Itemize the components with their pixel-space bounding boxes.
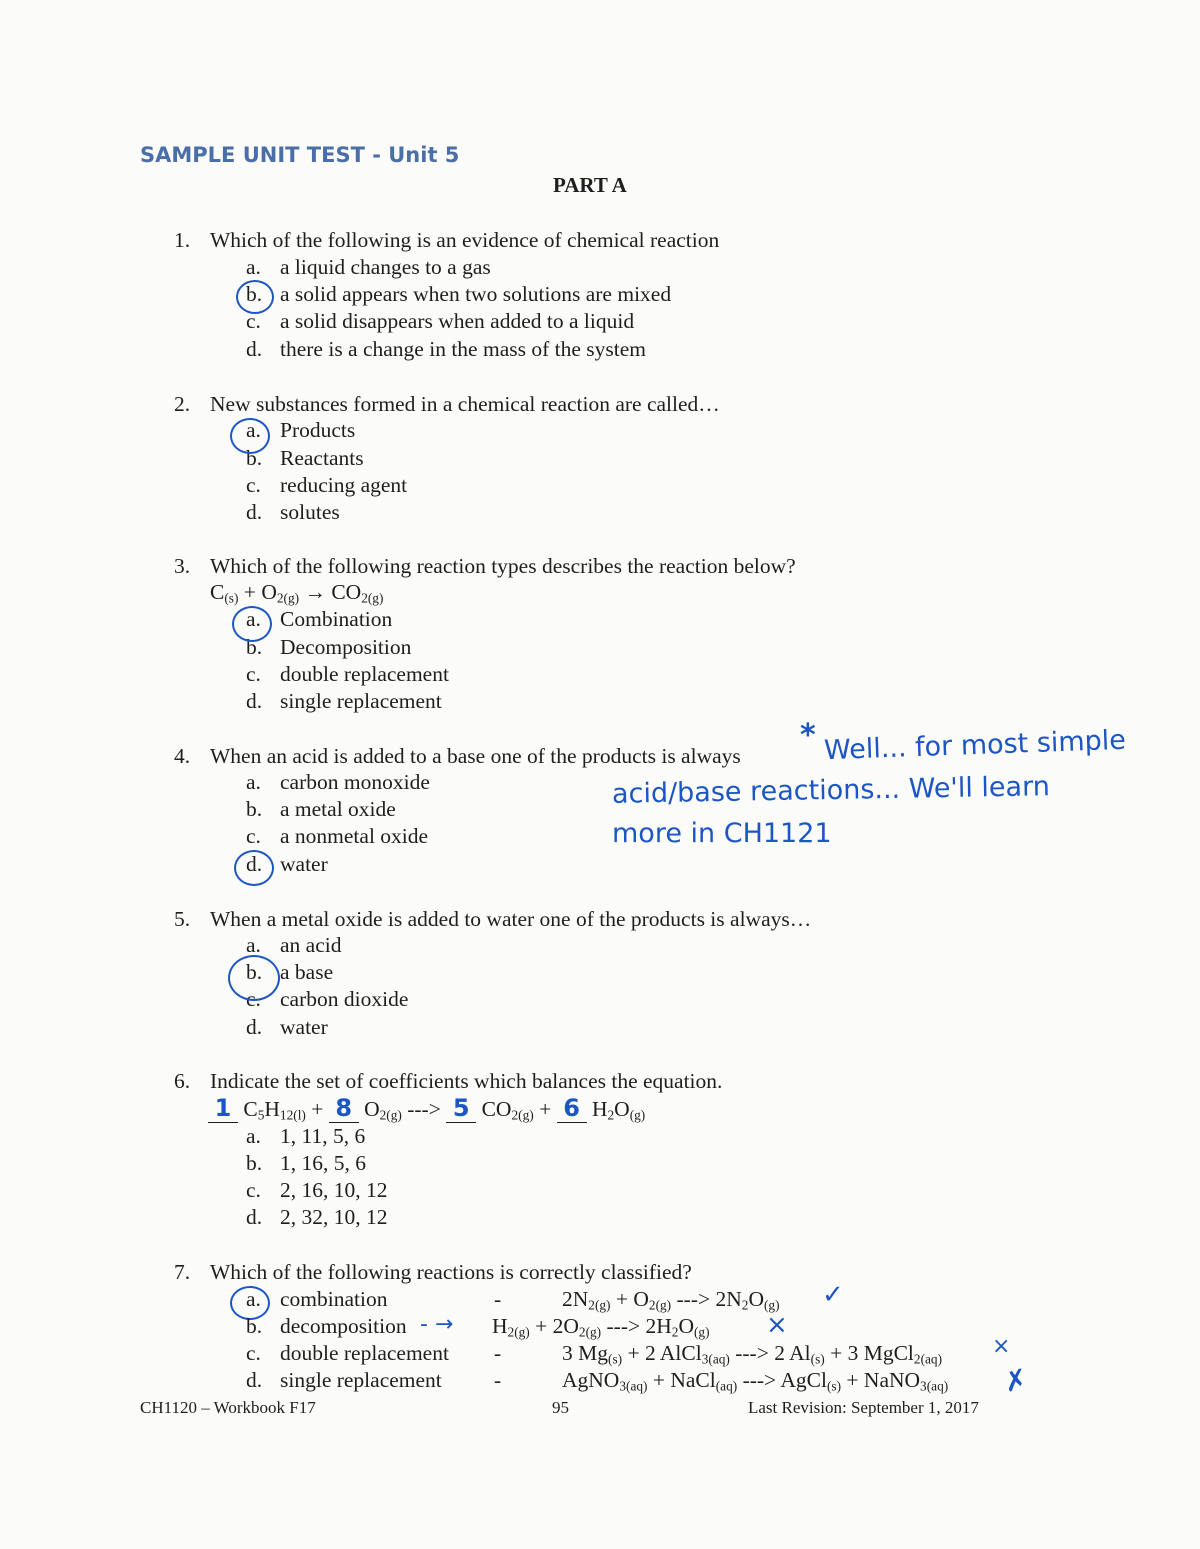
answer-circle bbox=[228, 955, 280, 1001]
option-letter: c. bbox=[246, 1341, 261, 1365]
coefficient-blank-1: 1 bbox=[208, 1094, 238, 1123]
q7-equation-b: $H_{2(g)} + 2O_{2(g)}$ ---> $2H_2O_{(g)}$ bbox=[492, 1314, 710, 1340]
q7-equation-c: 3 $Mg_{(s)} + 2$ AlCl$_{3(aq)}$ ---> 2 $Al_{(s)} + 3$ MgCl$_{2(aq)}$ bbox=[562, 1341, 943, 1367]
answer-circle bbox=[230, 418, 270, 454]
option-letter: b. bbox=[246, 1314, 263, 1338]
question-number: 3. bbox=[174, 554, 191, 578]
option-letter: d. bbox=[246, 1015, 263, 1039]
dash: - bbox=[494, 1368, 502, 1392]
question-text: New substances formed in a chemical reaction are called… bbox=[210, 392, 720, 416]
question-number: 5. bbox=[174, 907, 191, 931]
question-number: 2. bbox=[174, 392, 191, 416]
q4-option-b bbox=[246, 797, 396, 822]
option-text: water bbox=[280, 852, 328, 876]
test-title: SAMPLE UNIT TEST - Unit 5 bbox=[140, 143, 460, 167]
option-letter: d. bbox=[246, 500, 263, 524]
option-text: Products bbox=[280, 418, 356, 442]
question-text: When a metal oxide is added to water one of the products is always… bbox=[210, 907, 812, 931]
option-letter: d. bbox=[246, 337, 263, 361]
option-text: 2, 32, 10, 12 bbox=[280, 1205, 388, 1229]
q6-option-c bbox=[246, 1178, 388, 1203]
option-text: Reactants bbox=[280, 446, 364, 470]
option-text: double replacement bbox=[280, 1341, 449, 1365]
dash: - bbox=[494, 1287, 502, 1311]
question-text: When an acid is added to a base one of the products is always bbox=[210, 744, 741, 768]
option-text: a solid disappears when added to a liquid bbox=[280, 309, 635, 333]
option-text: single replacement bbox=[280, 1368, 442, 1392]
option-text: a metal oxide bbox=[280, 797, 396, 821]
q7-option-d bbox=[246, 1368, 442, 1393]
q4-option-c bbox=[246, 824, 428, 849]
q7-option-b bbox=[246, 1314, 407, 1339]
option-letter: a. bbox=[246, 933, 261, 957]
question-text: Indicate the set of coefficients which balances the equation. bbox=[210, 1069, 723, 1093]
x-mark-icon: × bbox=[766, 1310, 788, 1340]
option-text: there is a change in the mass of the system bbox=[280, 337, 646, 361]
question-number: 7. bbox=[174, 1260, 191, 1284]
option-letter: b. bbox=[246, 797, 263, 821]
question-3 bbox=[174, 554, 796, 579]
page-number: 95 bbox=[552, 1398, 569, 1417]
option-letter: a. bbox=[246, 607, 261, 631]
question-text: Which of the following is an evidence of chemical reaction bbox=[210, 228, 720, 252]
q1-option-c bbox=[246, 309, 634, 334]
option-letter: c. bbox=[246, 309, 261, 333]
option-text: double replacement bbox=[280, 662, 449, 686]
question-2 bbox=[174, 392, 720, 417]
answer-circle bbox=[232, 606, 272, 642]
option-letter: c. bbox=[246, 662, 261, 686]
q7-equation-d: AgNO$_{3(aq)}$ + NaCl$_{(aq)}$ ---> AgCl$_{(s)}$ + NaNO$_{3(aq)}$ bbox=[562, 1368, 949, 1394]
balance-equation: 1 $C_5H_{12(l)} + 8$ $O_{2(g)}$ ---> 5 $CO_{2(g)} + 6$ $H_2O_{(g)}$ bbox=[208, 1094, 645, 1123]
option-letter: a. bbox=[246, 770, 261, 794]
option-text: carbon monoxide bbox=[280, 770, 430, 794]
option-letter: a. bbox=[246, 1124, 261, 1148]
option-text: an acid bbox=[280, 933, 342, 957]
option-letter: b. bbox=[246, 446, 263, 470]
option-letter: d. bbox=[246, 1368, 263, 1392]
option-text: combination bbox=[280, 1287, 388, 1311]
question-1 bbox=[174, 228, 719, 253]
x-mark-icon: × bbox=[992, 1334, 1011, 1359]
q6-option-b bbox=[246, 1151, 366, 1176]
q7-option-c bbox=[246, 1341, 449, 1366]
question-4 bbox=[174, 744, 741, 769]
option-text: Decomposition bbox=[280, 635, 412, 659]
answer-circle bbox=[234, 850, 274, 886]
q1-option-d bbox=[246, 337, 646, 362]
q6-option-d bbox=[246, 1205, 388, 1230]
q2-option-c bbox=[246, 473, 407, 498]
option-text: reducing agent bbox=[280, 473, 408, 497]
option-text: 1, 16, 5, 6 bbox=[280, 1151, 366, 1175]
option-text: single replacement bbox=[280, 689, 442, 713]
question-number: 1. bbox=[174, 228, 191, 252]
option-letter: d. bbox=[246, 689, 263, 713]
coefficient-blank-2: 8 bbox=[329, 1094, 359, 1123]
footer-right: Last Revision: September 1, 2017 bbox=[748, 1398, 979, 1417]
q6-option-a bbox=[246, 1124, 365, 1149]
answer-circle bbox=[236, 280, 274, 314]
option-letter: b. bbox=[246, 282, 263, 306]
q3-option-b bbox=[246, 635, 411, 660]
option-text: water bbox=[280, 1015, 328, 1039]
option-letter: c. bbox=[246, 824, 261, 848]
coefficient-blank-4: 6 bbox=[557, 1094, 587, 1123]
q5-option-d bbox=[246, 1015, 328, 1040]
question-text: Which of the following reaction types describes the reaction below? bbox=[210, 554, 796, 578]
option-text: a liquid changes to a gas bbox=[280, 255, 491, 279]
footer-left: CH1120 – Workbook F17 bbox=[140, 1398, 316, 1417]
q3-option-c bbox=[246, 662, 449, 687]
option-letter: d. bbox=[246, 852, 263, 876]
option-letter: c. bbox=[246, 987, 261, 1011]
option-letter: d. bbox=[246, 1205, 263, 1229]
option-letter: b. bbox=[246, 635, 263, 659]
q2-option-d bbox=[246, 500, 340, 525]
q1-option-a bbox=[246, 255, 491, 280]
check-mark-icon: ✗ bbox=[1000, 1361, 1031, 1400]
handwritten-note-line-1: Well... for most simple bbox=[823, 724, 1127, 767]
option-text: a base bbox=[280, 960, 334, 984]
option-text: carbon dioxide bbox=[280, 987, 409, 1011]
option-letter: c. bbox=[246, 473, 261, 497]
option-letter: b. bbox=[246, 960, 263, 984]
handwritten-note-line-2: acid/base reactions... We'll learn bbox=[611, 771, 1051, 810]
question-6 bbox=[174, 1069, 722, 1094]
q5-option-a bbox=[246, 933, 341, 958]
option-letter: a. bbox=[246, 418, 261, 442]
option-text: decomposition bbox=[280, 1314, 407, 1338]
option-text: solutes bbox=[280, 500, 340, 524]
part-heading: PART A bbox=[553, 173, 627, 197]
coefficient-blank-3: 5 bbox=[446, 1094, 476, 1123]
check-mark-icon: ✓ bbox=[822, 1280, 844, 1310]
question-text: Which of the following reactions is correctly classified? bbox=[210, 1260, 692, 1284]
question-number: 6. bbox=[174, 1069, 191, 1093]
handwritten-note-line-3: more in CH1121 bbox=[612, 818, 832, 849]
option-text: a solid appears when two solutions are mixed bbox=[280, 282, 672, 306]
question-number: 4. bbox=[174, 744, 191, 768]
q3-option-d bbox=[246, 689, 442, 714]
option-letter: a. bbox=[246, 255, 261, 279]
question-5 bbox=[174, 907, 811, 932]
q4-option-a bbox=[246, 770, 430, 795]
dash: - bbox=[494, 1341, 502, 1365]
option-letter: b. bbox=[246, 1151, 263, 1175]
option-text: 2, 16, 10, 12 bbox=[280, 1178, 388, 1202]
option-text: 1, 11, 5, 6 bbox=[280, 1124, 366, 1148]
reaction-equation: $C_{(s)} + O_{2(g)} \to CO_{2(g)}$ bbox=[210, 580, 384, 606]
arrow-note-icon: - → bbox=[420, 1312, 454, 1337]
q1-option-b bbox=[246, 282, 671, 307]
question-7 bbox=[174, 1260, 692, 1285]
option-text: Combination bbox=[280, 607, 393, 631]
option-letter: a. bbox=[246, 1287, 261, 1311]
option-letter: c. bbox=[246, 1178, 261, 1202]
q7-equation-a: $2N_{2(g)} + O_{2(g)}$ ---> $2N_2O_{(g)}$ bbox=[562, 1287, 780, 1313]
option-text: a nonmetal oxide bbox=[280, 824, 429, 848]
q2-option-b bbox=[246, 446, 364, 471]
note-star: * bbox=[800, 718, 816, 753]
